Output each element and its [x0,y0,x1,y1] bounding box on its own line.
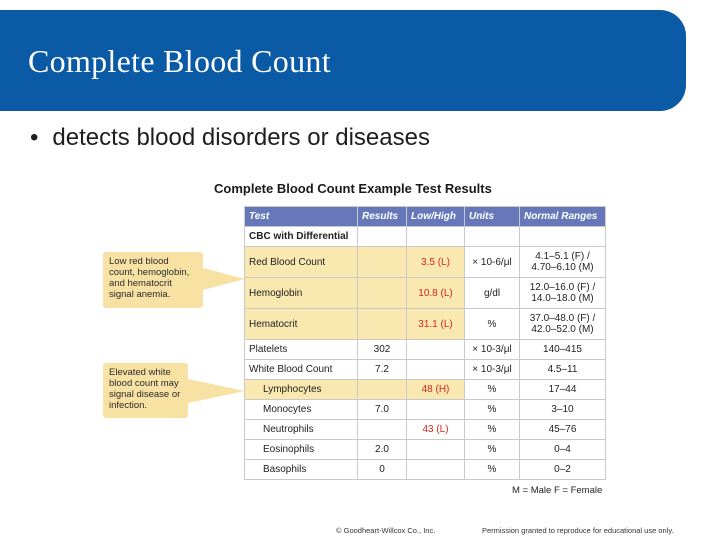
cbc-results-table [244,206,606,480]
cell-test: Lymphocytes [245,380,358,400]
cell-results: 7.2 [358,360,407,380]
cell-lowhigh: 3.5 (L) [407,247,465,278]
cell-normal: 45–76 [520,420,606,440]
bullet-marker: • [30,124,39,151]
cell-normal: 4.5–11 [520,360,606,380]
cell-test: Monocytes [245,400,358,420]
cell-normal: 4.1–5.1 (F) / 4.70–6.10 (M) [520,247,606,278]
cell-units: × 10-3/μl [465,360,520,380]
cell-units: × 10-6/μl [465,247,520,278]
cell-results: 2.0 [358,440,407,460]
cell-lowhigh: 43 (L) [407,420,465,440]
cell-test: Red Blood Count [245,247,358,278]
figure-title: Complete Blood Count Example Test Results [214,181,492,196]
cell-lowhigh [407,440,465,460]
note-anemia: Low red blood count, hemoglobin, and hematocrit signal anemia. [103,252,203,308]
header-lowhigh: Low/High [407,207,465,227]
cell-results [358,278,407,309]
cell-lowhigh: 31.1 (L) [407,309,465,340]
cell-units: % [465,380,520,400]
title-bar [0,10,686,111]
header-results: Results [358,207,407,227]
cell-test: Eosinophils [245,440,358,460]
section-label: CBC with Differential [245,227,358,247]
cell-test: Neutrophils [245,420,358,440]
cell-lowhigh [407,400,465,420]
cell-normal: 17–44 [520,380,606,400]
cell-normal: 0–2 [520,460,606,480]
cell-test: Hemoglobin [245,278,358,309]
cell-units: × 10-3/μl [465,340,520,360]
table-row [245,400,606,420]
cell-units: g/dl [465,278,520,309]
section-row [245,227,606,247]
cell-units: % [465,420,520,440]
sex-legend: M = Male F = Female [512,485,603,496]
table-row [245,309,606,340]
bullet-point [30,124,430,152]
cell-results [358,380,407,400]
cell-units: % [465,400,520,420]
cell-results [358,309,407,340]
cell-units: % [465,440,520,460]
cell-results [358,247,407,278]
cell-results: 7.0 [358,400,407,420]
copyright-text: © Goodheart-Willcox Co., Inc. [336,526,436,535]
cell-lowhigh [407,340,465,360]
cell-lowhigh: 10.8 (L) [407,278,465,309]
cell-normal: 140–415 [520,340,606,360]
cell-normal: 37.0–48.0 (F) / 42.0–52.0 (M) [520,309,606,340]
cell-normal: 12.0–16.0 (F) / 14.0–18.0 (M) [520,278,606,309]
cell-results: 302 [358,340,407,360]
cell-lowhigh [407,360,465,380]
table-row [245,340,606,360]
cell-units: % [465,460,520,480]
table-row [245,360,606,380]
cell-lowhigh [407,460,465,480]
cell-results [358,420,407,440]
bullet-text: detects blood disorders or diseases [52,124,430,151]
table-row [245,247,606,278]
header-normal-ranges: Normal Ranges [520,207,606,227]
cell-lowhigh: 48 (H) [407,380,465,400]
table-row [245,380,606,400]
table-row [245,278,606,309]
header-test: Test [245,207,358,227]
table-header-row [245,207,606,227]
note-infection: Elevated white blood count may signal disease or infection. [103,363,188,418]
cell-test: Platelets [245,340,358,360]
cell-test: Basophils [245,460,358,480]
note-infection-pointer [188,379,245,403]
cell-test: Hematocrit [245,309,358,340]
note-anemia-pointer [203,268,245,290]
cell-units: % [465,309,520,340]
table-row [245,460,606,480]
cell-results: 0 [358,460,407,480]
table-row [245,440,606,460]
permission-text: Permission granted to reproduce for educational use only. [482,526,674,535]
slide-title: Complete Blood Count [28,43,331,79]
cell-normal: 0–4 [520,440,606,460]
table-row [245,420,606,440]
cell-normal: 3–10 [520,400,606,420]
cell-test: White Blood Count [245,360,358,380]
header-units: Units [465,207,520,227]
